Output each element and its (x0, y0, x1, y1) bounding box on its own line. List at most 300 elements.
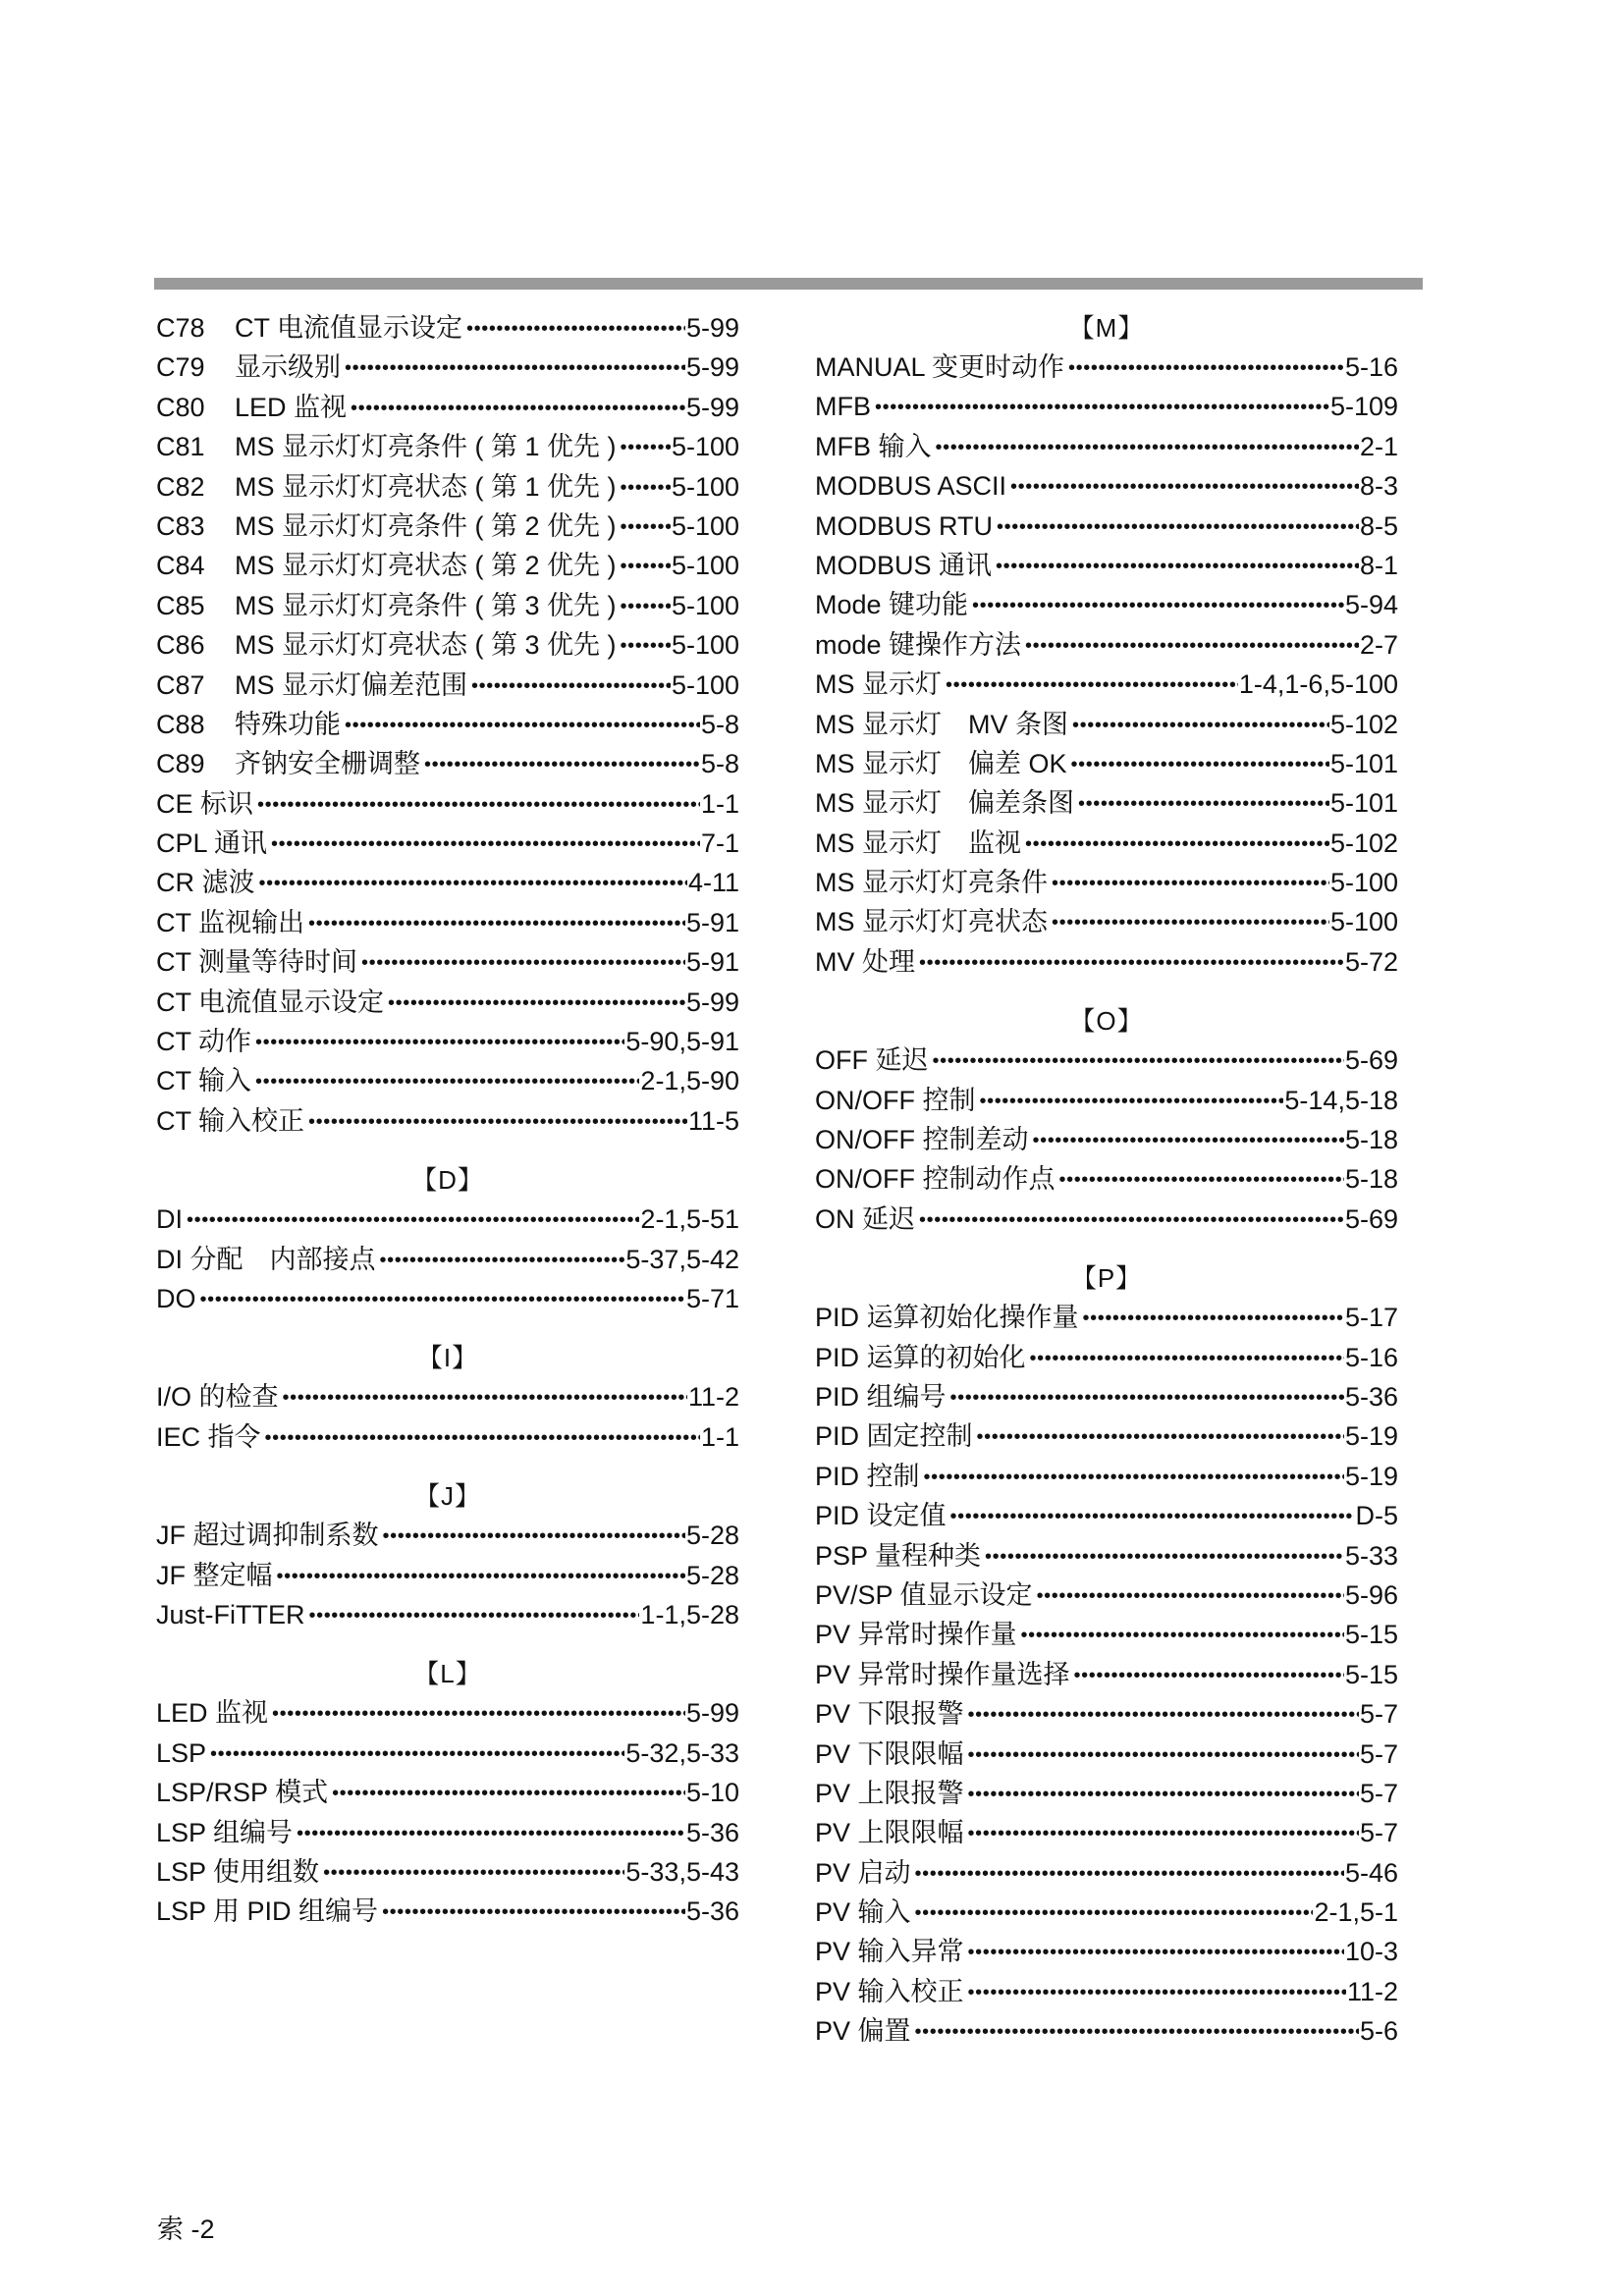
entry-page-ref: 5-99 (685, 987, 739, 1017)
entry-page-ref: 5-101 (1329, 788, 1398, 819)
dot-leader (915, 1894, 1314, 1933)
entry-page-ref: 5-100 (671, 630, 739, 661)
entry-page-ref: 5-100 (671, 471, 739, 502)
dot-leader (283, 1378, 687, 1417)
dot-leader (919, 1201, 1344, 1240)
entry-page-ref: 5-19 (1344, 1461, 1398, 1491)
dot-leader (259, 864, 687, 903)
entry-term: MV 处理 (815, 946, 916, 977)
index-entry (156, 1852, 739, 1892)
entry-code: C82 (156, 471, 205, 502)
entry-term: CR 滤波 (156, 868, 255, 898)
entry-page-ref: 5-8 (700, 709, 739, 739)
index-entry (815, 2011, 1398, 2051)
index-entry (156, 1595, 739, 1634)
index-entry (815, 665, 1398, 704)
entry-term: 显示级别 (235, 352, 341, 383)
dot-leader (1059, 1160, 1344, 1200)
entry-page-ref: 5-28 (685, 1521, 739, 1551)
index-entry (156, 388, 739, 427)
entry-page-ref: 2-1 (1359, 431, 1398, 461)
index-entry (156, 1279, 739, 1318)
entry-term: Just-FiTTER (156, 1599, 305, 1629)
entry-code: C86 (156, 630, 205, 661)
dot-leader (968, 1814, 1359, 1853)
dot-leader (323, 1853, 624, 1893)
entry-page-ref: 5-15 (1344, 1620, 1398, 1650)
entry-page-ref: 5-100 (671, 551, 739, 581)
entry-term: ON 延迟 (815, 1203, 916, 1234)
entry-page-ref: 5-36 (685, 1896, 739, 1927)
entry-page-ref: 2-1,5-1 (1314, 1897, 1398, 1928)
index-entry (156, 586, 739, 625)
entry-page-ref: 5-33 (1344, 1540, 1398, 1571)
entry-page-ref: 5-18 (1344, 1164, 1398, 1195)
index-entry (156, 1516, 739, 1555)
dot-leader (257, 785, 700, 825)
entry-page-ref: 5-69 (1344, 1203, 1398, 1234)
entry-page-ref: 11-2 (1346, 1976, 1398, 2006)
entry-page-ref: 10-3 (1344, 1937, 1398, 1967)
entry-page-ref: 5-16 (1344, 1342, 1398, 1372)
dot-leader (255, 1062, 639, 1101)
index-entry (156, 784, 739, 824)
dot-leader (621, 587, 671, 626)
dot-leader (972, 586, 1344, 625)
entry-term: MS 显示灯灯亮条件 ( 第 2 优先 ) (235, 510, 617, 541)
entry-page-ref: 7-1 (700, 828, 739, 859)
entry-term: ON/OFF 控制差动 (815, 1125, 1029, 1155)
dot-leader (1083, 1299, 1344, 1338)
entry-code: C78 (156, 313, 205, 343)
entry-term: PV 下限报警 (815, 1699, 964, 1730)
entry-term: DI (156, 1204, 183, 1235)
entry-page-ref: 1-1 (700, 788, 739, 819)
dot-leader (968, 1735, 1359, 1775)
entry-page-ref: 1-1,5-28 (640, 1599, 739, 1629)
entry-term: MS 显示灯灯亮状态 ( 第 1 优先 ) (235, 471, 617, 502)
entry-term: MS 显示灯 偏差 OK (815, 748, 1067, 778)
entry-page-ref: 5-100 (671, 590, 739, 620)
section-header: 【L】 (413, 1659, 482, 1689)
index-section (156, 1476, 739, 1634)
entry-page-ref: 8-5 (1359, 510, 1398, 541)
entry-page-ref: 11-2 (687, 1382, 739, 1413)
entry-term: I/O 的检查 (156, 1382, 279, 1413)
entry-page-ref: 5-90,5-91 (625, 1027, 739, 1057)
index-entry (815, 585, 1398, 624)
index-entry (815, 1972, 1398, 2011)
dot-leader (621, 547, 671, 586)
entry-code: C88 (156, 709, 205, 739)
entry-term: MODBUS 通讯 (815, 550, 993, 580)
index-entry (156, 942, 739, 982)
dot-leader (1078, 784, 1329, 824)
index-entry (815, 1041, 1398, 1080)
entry-term: LSP 组编号 (156, 1817, 294, 1847)
entry-page-ref: 5-99 (685, 392, 739, 422)
dot-leader (915, 1854, 1344, 1894)
entry-page-ref: 5-100 (671, 432, 739, 462)
section-header: 【M】 (1068, 313, 1145, 343)
entry-page-ref: 5-19 (1344, 1421, 1398, 1452)
index-entry (156, 1240, 739, 1279)
dot-leader (361, 943, 685, 983)
entry-term: Mode 键功能 (815, 590, 969, 620)
index-section (815, 308, 1398, 982)
section-header: 【D】 (411, 1165, 484, 1196)
entry-code: C83 (156, 510, 205, 541)
entry-term: PID 组编号 (815, 1381, 947, 1412)
dot-leader (1033, 1121, 1344, 1160)
entry-term: LSP/RSP 模式 (156, 1778, 329, 1808)
dot-leader (1071, 745, 1329, 784)
entry-page-ref: 2-7 (1359, 629, 1398, 660)
index-section (815, 1001, 1398, 1239)
dot-leader (977, 1417, 1344, 1457)
dot-leader (382, 1893, 685, 1932)
entry-term: PV 异常时操作量 (815, 1620, 1017, 1650)
index-column-left (156, 308, 739, 1932)
entry-term: OFF 延迟 (815, 1045, 929, 1076)
index-entry (815, 1893, 1398, 1932)
index-section (156, 1160, 739, 1318)
index-entry (815, 1338, 1398, 1377)
index-entry (156, 863, 739, 902)
dot-leader (1010, 467, 1359, 507)
dot-leader (272, 1694, 685, 1734)
index-entry (815, 546, 1398, 585)
entry-page-ref: 5-101 (1329, 748, 1398, 778)
entry-term: MS 显示灯 监视 (815, 828, 1022, 858)
entry-term: CT 输入校正 (156, 1105, 305, 1136)
index-entry (815, 783, 1398, 823)
section-header: 【I】 (416, 1343, 479, 1373)
page-number: 索 -2 (157, 2215, 215, 2244)
entry-page-ref: 5-102 (1329, 709, 1398, 739)
dot-leader (1052, 864, 1329, 903)
entry-term: DI 分配 内部接点 (156, 1244, 376, 1274)
dot-leader (915, 2012, 1359, 2052)
dot-leader (968, 1695, 1359, 1735)
dot-leader (424, 745, 700, 784)
entry-page-ref: 5-7 (1359, 1778, 1398, 1808)
entry-term: MS 显示灯灯亮状态 ( 第 2 优先 ) (235, 551, 617, 581)
top-rule (154, 278, 1423, 290)
entry-term: DO (156, 1283, 196, 1313)
entry-page-ref: 5-32,5-33 (625, 1737, 739, 1768)
dot-leader (1037, 1576, 1344, 1616)
entry-term: PID 设定值 (815, 1501, 947, 1531)
entry-page-ref: 8-1 (1359, 550, 1398, 580)
entry-page-ref: 5-33,5-43 (625, 1856, 739, 1887)
dot-leader (968, 1933, 1344, 1972)
dot-leader (309, 1596, 640, 1635)
index-entry (815, 1655, 1398, 1694)
entry-term: mode 键操作方法 (815, 629, 1022, 660)
entry-page-ref: 5-71 (685, 1283, 739, 1313)
entry-page-ref: 5-100 (671, 510, 739, 541)
index-entry (156, 1556, 739, 1595)
entry-term: MFB (815, 392, 871, 422)
index-entry (156, 1734, 739, 1773)
entry-term: MS 显示灯 (815, 669, 943, 700)
entry-term: CT 动作 (156, 1027, 252, 1057)
index-entry (156, 1200, 739, 1239)
entry-term: 齐钠安全栅调整 (235, 749, 420, 779)
index-entry (156, 467, 739, 507)
index-entry (815, 1774, 1398, 1813)
entry-code: C87 (156, 669, 205, 700)
index-entry (156, 705, 739, 744)
entry-code: C89 (156, 749, 205, 779)
dot-leader (308, 904, 685, 943)
index-entry (815, 1536, 1398, 1575)
dot-leader (1025, 825, 1329, 864)
dot-leader (380, 1241, 625, 1280)
dot-leader (345, 348, 685, 388)
dot-leader (968, 1973, 1346, 2012)
entry-term: MODBUS ASCII (815, 471, 1007, 502)
entry-term: MANUAL 变更时动作 (815, 352, 1065, 382)
entry-page-ref: 5-37,5-42 (625, 1244, 739, 1274)
dot-leader (950, 1378, 1344, 1417)
dot-leader (875, 388, 1329, 427)
dot-leader (345, 706, 700, 745)
dot-leader (255, 1023, 624, 1062)
index-entry (156, 1022, 739, 1061)
index-entry (156, 308, 739, 347)
index-entry (815, 1496, 1398, 1535)
dot-leader (1072, 706, 1329, 745)
entry-term: LED 监视 (156, 1698, 269, 1729)
entry-page-ref: 5-10 (685, 1778, 739, 1808)
dot-leader (388, 984, 685, 1023)
dot-leader (997, 507, 1359, 547)
index-entry (815, 507, 1398, 546)
entry-page-ref: 5-99 (685, 1698, 739, 1729)
index-entry (815, 347, 1398, 387)
index-entry (815, 1416, 1398, 1456)
index-entry (156, 347, 739, 387)
index-entry (156, 1892, 739, 1931)
entry-page-ref: 5-99 (685, 313, 739, 343)
dot-leader (271, 825, 700, 864)
entry-term: PID 控制 (815, 1461, 920, 1491)
index-entry (815, 466, 1398, 506)
index-entry (156, 744, 739, 783)
dot-leader (308, 1102, 687, 1142)
entry-term: PV 输入校正 (815, 1976, 964, 2006)
index-section (815, 1258, 1398, 2051)
index-entry (815, 705, 1398, 744)
entry-term: CE 标识 (156, 788, 254, 819)
entry-term: PV 启动 (815, 1857, 911, 1888)
entry-page-ref: D-5 (1355, 1501, 1398, 1531)
entry-page-ref: 5-18 (1344, 1125, 1398, 1155)
entry-page-ref: 5-7 (1359, 1818, 1398, 1848)
entry-term: ON/OFF 控制动作点 (815, 1164, 1056, 1195)
index-entry (815, 625, 1398, 665)
index-entry (815, 942, 1398, 982)
dot-leader (1068, 348, 1344, 388)
entry-term: CT 测量等待时间 (156, 947, 358, 978)
entry-term: CT 电流值显示设定 (156, 987, 385, 1017)
entry-page-ref: 5-36 (685, 1817, 739, 1847)
dot-leader (621, 507, 671, 547)
entry-term: CPL 通讯 (156, 828, 268, 859)
entry-page-ref: 5-100 (671, 669, 739, 700)
entry-page-ref: 4-11 (687, 868, 739, 898)
index-entry (156, 666, 739, 705)
entry-term: PV 偏置 (815, 2016, 911, 2047)
index-entry (815, 1377, 1398, 1416)
index-entry (815, 1159, 1398, 1199)
index-entry (156, 1417, 739, 1457)
entry-page-ref: 5-14,5-18 (1284, 1085, 1398, 1115)
entry-term: MFB 输入 (815, 431, 932, 461)
index-entry (815, 902, 1398, 941)
entry-page-ref: 5-100 (1329, 868, 1398, 898)
entry-page-ref: 5-69 (1344, 1045, 1398, 1076)
index-entry (815, 824, 1398, 863)
dot-leader (919, 943, 1344, 983)
entry-page-ref: 5-94 (1344, 590, 1398, 620)
entry-page-ref: 2-1,5-51 (640, 1204, 739, 1235)
entry-page-ref: 5-28 (685, 1560, 739, 1590)
section-header: 【J】 (413, 1481, 481, 1512)
entry-term: IEC 指令 (156, 1421, 261, 1452)
dot-leader (1052, 903, 1329, 942)
dot-leader (265, 1418, 700, 1458)
dot-leader (200, 1280, 685, 1319)
entry-page-ref: 5-91 (685, 947, 739, 978)
index-section (156, 1338, 739, 1457)
dot-leader (1021, 1616, 1344, 1655)
section-header: 【O】 (1069, 1006, 1144, 1037)
dot-leader (933, 1041, 1344, 1081)
entry-page-ref: 5-17 (1344, 1303, 1398, 1333)
index-entry (156, 1101, 739, 1141)
entry-page-ref: 5-6 (1359, 2016, 1398, 2047)
entry-term: MS 显示灯灯亮状态 ( 第 3 优先 ) (235, 630, 617, 661)
dot-leader (383, 1517, 685, 1556)
entry-term: LSP (156, 1737, 207, 1768)
entry-page-ref: 5-46 (1344, 1857, 1398, 1888)
index-entry (815, 1853, 1398, 1893)
dot-leader (968, 1775, 1359, 1814)
index-entry (156, 1813, 739, 1852)
index-entry (815, 1200, 1398, 1239)
entry-page-ref: 11-5 (687, 1105, 739, 1136)
entry-page-ref: 5-36 (1344, 1381, 1398, 1412)
dot-leader (277, 1557, 685, 1596)
entry-term: MS 显示灯灯亮条件 (815, 868, 1049, 898)
index-entry (815, 1457, 1398, 1496)
index-entry (815, 387, 1398, 426)
entry-page-ref: 5-109 (1329, 392, 1398, 422)
entry-page-ref: 5-7 (1359, 1699, 1398, 1730)
entry-term: MS 显示灯灯亮状态 (815, 907, 1049, 937)
entry-page-ref: 5-96 (1344, 1579, 1398, 1610)
dot-leader (466, 309, 685, 348)
index-entry (815, 1575, 1398, 1615)
index-entry (156, 983, 739, 1022)
entry-page-ref: 5-16 (1344, 352, 1398, 382)
index-entry (815, 1081, 1398, 1120)
entry-code: C84 (156, 551, 205, 581)
dot-leader (297, 1814, 685, 1853)
entry-term: JF 超过调抑制系数 (156, 1521, 379, 1551)
index-entry (156, 625, 739, 665)
entry-term: PSP 量程种类 (815, 1540, 982, 1571)
entry-page-ref: 1-1 (700, 1421, 739, 1452)
dot-leader (210, 1735, 624, 1774)
index-entry (815, 863, 1398, 902)
index-entry (815, 1298, 1398, 1337)
dot-leader (471, 667, 671, 706)
entry-term: MS 显示灯灯亮条件 ( 第 3 优先 ) (235, 590, 617, 620)
index-entry (156, 1377, 739, 1416)
entry-page-ref: 5-100 (1329, 907, 1398, 937)
index-entry (815, 1120, 1398, 1159)
dot-leader (924, 1458, 1344, 1497)
dot-leader (1025, 626, 1359, 666)
index-entry (815, 1735, 1398, 1774)
index-entry (156, 824, 739, 863)
entry-page-ref: 5-8 (700, 749, 739, 779)
entry-term: ON/OFF 控制 (815, 1085, 976, 1115)
index-entry (815, 427, 1398, 466)
entry-term: MS 显示灯偏差范围 (235, 669, 468, 700)
entry-term: PV/SP 值显示设定 (815, 1579, 1033, 1610)
entry-code: C79 (156, 352, 205, 383)
entry-term: CT 输入 (156, 1066, 252, 1096)
entry-page-ref: 5-15 (1344, 1659, 1398, 1689)
index-entry (815, 1813, 1398, 1852)
dot-leader (936, 428, 1359, 467)
dot-leader (351, 389, 685, 428)
section-header: 【P】 (1070, 1263, 1143, 1294)
entry-term: PID 运算初始化操作量 (815, 1303, 1079, 1333)
entry-page-ref: 5-7 (1359, 1738, 1398, 1769)
dot-leader (946, 666, 1238, 705)
entry-term: PID 运算的初始化 (815, 1342, 1026, 1372)
dot-leader (985, 1537, 1344, 1576)
entry-term: 特殊功能 (235, 709, 341, 739)
index-entry (156, 507, 739, 546)
entry-term: PV 输入异常 (815, 1937, 964, 1967)
entry-page-ref: 5-102 (1329, 828, 1398, 858)
dot-leader (332, 1774, 685, 1813)
dot-leader (621, 428, 671, 467)
index-entry (156, 1693, 739, 1733)
entry-term: CT 监视输出 (156, 907, 305, 937)
entry-page-ref: 1-4,1-6,5-100 (1238, 669, 1398, 700)
index-entry (156, 546, 739, 585)
entry-term: PV 输入 (815, 1897, 911, 1928)
dot-leader (950, 1497, 1355, 1536)
entry-term: MODBUS RTU (815, 510, 994, 541)
entry-page-ref: 5-72 (1344, 946, 1398, 977)
index-entry (156, 903, 739, 942)
dot-leader (980, 1082, 1284, 1121)
entry-page-ref: 2-1,5-90 (640, 1066, 739, 1096)
entry-term: PV 异常时操作量选择 (815, 1659, 1070, 1689)
entry-term: MS 显示灯 偏差条图 (815, 788, 1075, 819)
entry-term: CT 电流值显示设定 (235, 313, 463, 343)
index-column-right (815, 308, 1398, 2052)
